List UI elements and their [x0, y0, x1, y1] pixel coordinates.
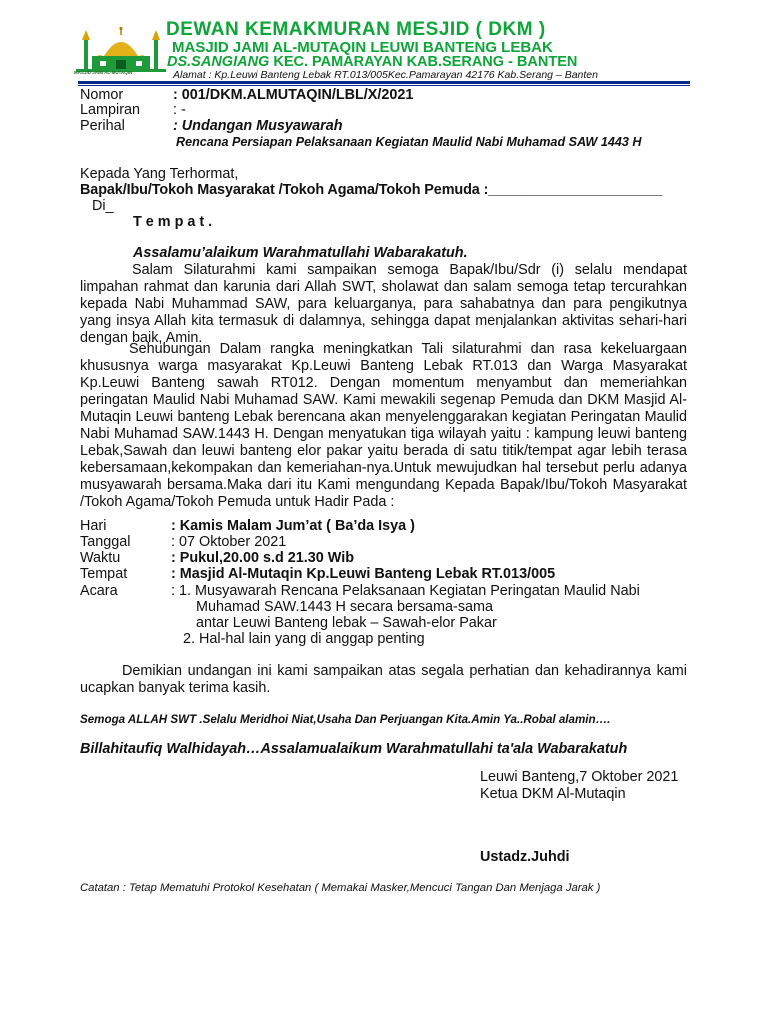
- address: Alamat : Kp.Leuwi Banteng Lebak RT.013/005Kec.Pamarayan 42176 Kab.Serang – Banten: [173, 69, 598, 81]
- acara-item-1: : 1. Musyawarah Rencana Pelaksanaan Kegiatan Peringatan Maulid Nabi: [171, 583, 640, 599]
- acara-item-1-cont2: antar Leuwi Banteng lebak – Sawah-elor Pakar: [196, 615, 497, 631]
- hari-value: : Kamis Malam Jum’at ( Ba’da Isya ): [171, 518, 415, 534]
- waktu-label: Waktu: [80, 550, 121, 566]
- logo-caption: MASJID JAMI AL-MUTAQIN: [74, 70, 133, 75]
- perihal-subject: Rencana Persiapan Pelaksanaan Kegiatan Maulid Nabi Muhamad SAW 1443 H: [176, 135, 642, 149]
- closing-paragraph: Demikian undangan ini kami sampaikan atas segala perhatian dan kehadirannya kami ucapkan banyak terima kasih.: [80, 663, 687, 696]
- health-protocol-note: Catatan : Tetap Mematuhi Protokol Kesehatan ( Memakai Masker,Mencuci Tangan Dan Menjaga Jarak ): [80, 882, 601, 894]
- perihal-label: Perihal: [80, 118, 125, 134]
- recipient: Bapak/Ibu/Tokoh Masyarakat /Tokoh Agama/Tokoh Pemuda :______________________: [80, 182, 663, 198]
- signature-position: Ketua DKM Al-Mutaqin: [480, 786, 626, 802]
- prayer-line: Semoga ALLAH SWT .Selalu Meridhoi Niat,Usaha Dan Perjuangan Kita.Amin Ya..Robal alamin….: [80, 713, 611, 726]
- tanggal-label: Tanggal: [80, 534, 131, 550]
- nomor-label: Nomor: [80, 87, 124, 103]
- tempat-value: : Masjid Al-Mutaqin Kp.Leuwi Banteng Lebak RT.013/005: [171, 566, 556, 582]
- header-rule-thick: [78, 81, 690, 84]
- greeting: Kepada Yang Terhormat,: [80, 166, 239, 182]
- paragraph-2: Sehubungan Dalam rangka meningkatkan Tali silaturahmi dan rasa kekeluargaan khususnya warga masyarakat Kp.Leuwi Banteng Lebak RT.013 dan Warga Masyarakat Kp.Leuwi Banteng sawah RT012. Dengan momentum menyambut dan memeriahkan peringatan Maulid Nabi Muhamad SAW. Kami mewakili segenap Pemuda dan DKM Masjid Al-Mutaqin Leuwi banteng Lebak berencana akan menyelenggarakan kegiatan Peringatan Maulid Nabi Muhamad SAW.1443 H. Dengan menyatukan tiga wilayah yaitu : kampung leuwi banteng Lebak,Sawah dan leuwi banteng elor pakar yaitu berada di satu titik/tempat agar lebih terasa kebersamaan,kekompakan dan kemeriahan-nya.Untuk mewujudkan hal tersebut perlu adanya musyawarah bersama.Maka dari itu Kami mengundang Kepada Bapak/Ibu/Tokoh Masyarakat /Tokoh Agama/Tokoh Pemuda untuk Hadir Pada :: [80, 341, 687, 510]
- village-name: DS.SANGIANG: [167, 54, 270, 70]
- lampiran-value: : -: [173, 102, 186, 118]
- waktu-value: : Pukul,20.00 s.d 21.30 Wib: [171, 550, 355, 566]
- nomor-value: : 001/DKM.ALMUTAQIN/LBL/X/2021: [173, 87, 414, 103]
- paragraph-1: Salam Silaturahmi kami sampaikan semoga Bapak/Ibu/Sdr (i) selalu mendapat limpahan rahmat dan karunia dari Allah SWT, sholawat dan salam semoga tetap tercurahkan kepada Nabi Muhammad SAW, para keluarganya, para sahabatnya dan para pengikutnya yang insya Allah kita termasuk di dalamnya, sehingga dapat menjalankan aktivitas sehari-hari dengan baik, Amin.: [80, 262, 687, 346]
- region-name: KEC. PAMARAYAN KAB.SERANG - BANTEN: [269, 54, 578, 70]
- tanggal-value: : 07 Oktober 2021: [171, 534, 287, 550]
- lampiran-label: Lampiran: [80, 102, 140, 118]
- perihal-value: : Undangan Musyawarah: [173, 118, 343, 134]
- signature-place-date: Leuwi Banteng,7 Oktober 2021: [480, 769, 679, 785]
- hari-label: Hari: [80, 518, 107, 534]
- org-name: DEWAN KEMAKMURAN MESJID ( DKM ): [166, 19, 546, 40]
- header-rule-thin: [78, 85, 690, 86]
- region-line: [167, 54, 577, 70]
- opening-salam: Assalamu’alaikum Warahmatullahi Wabarakatuh.: [133, 245, 468, 261]
- tempat-label: Tempat: [80, 566, 128, 582]
- acara-label: Acara: [80, 583, 118, 599]
- tempat-line: T e m p a t .: [133, 214, 213, 230]
- acara-item-2: 2. Hal-hal lain yang di anggap penting: [183, 631, 425, 647]
- closing-salam: Billahitaufiq Walhidayah…Assalamualaikum Warahmatullahi ta'ala Wabarakatuh: [80, 741, 628, 757]
- mosque-name: MASJID JAMI AL-MUTAQIN LEUWI BANTENG LEBAK: [172, 39, 553, 56]
- acara-item-1-cont: Muhamad SAW.1443 H secara bersama-sama: [196, 599, 494, 615]
- di-line: Di_: [92, 198, 114, 214]
- signature-name: Ustadz.Juhdi: [480, 849, 570, 865]
